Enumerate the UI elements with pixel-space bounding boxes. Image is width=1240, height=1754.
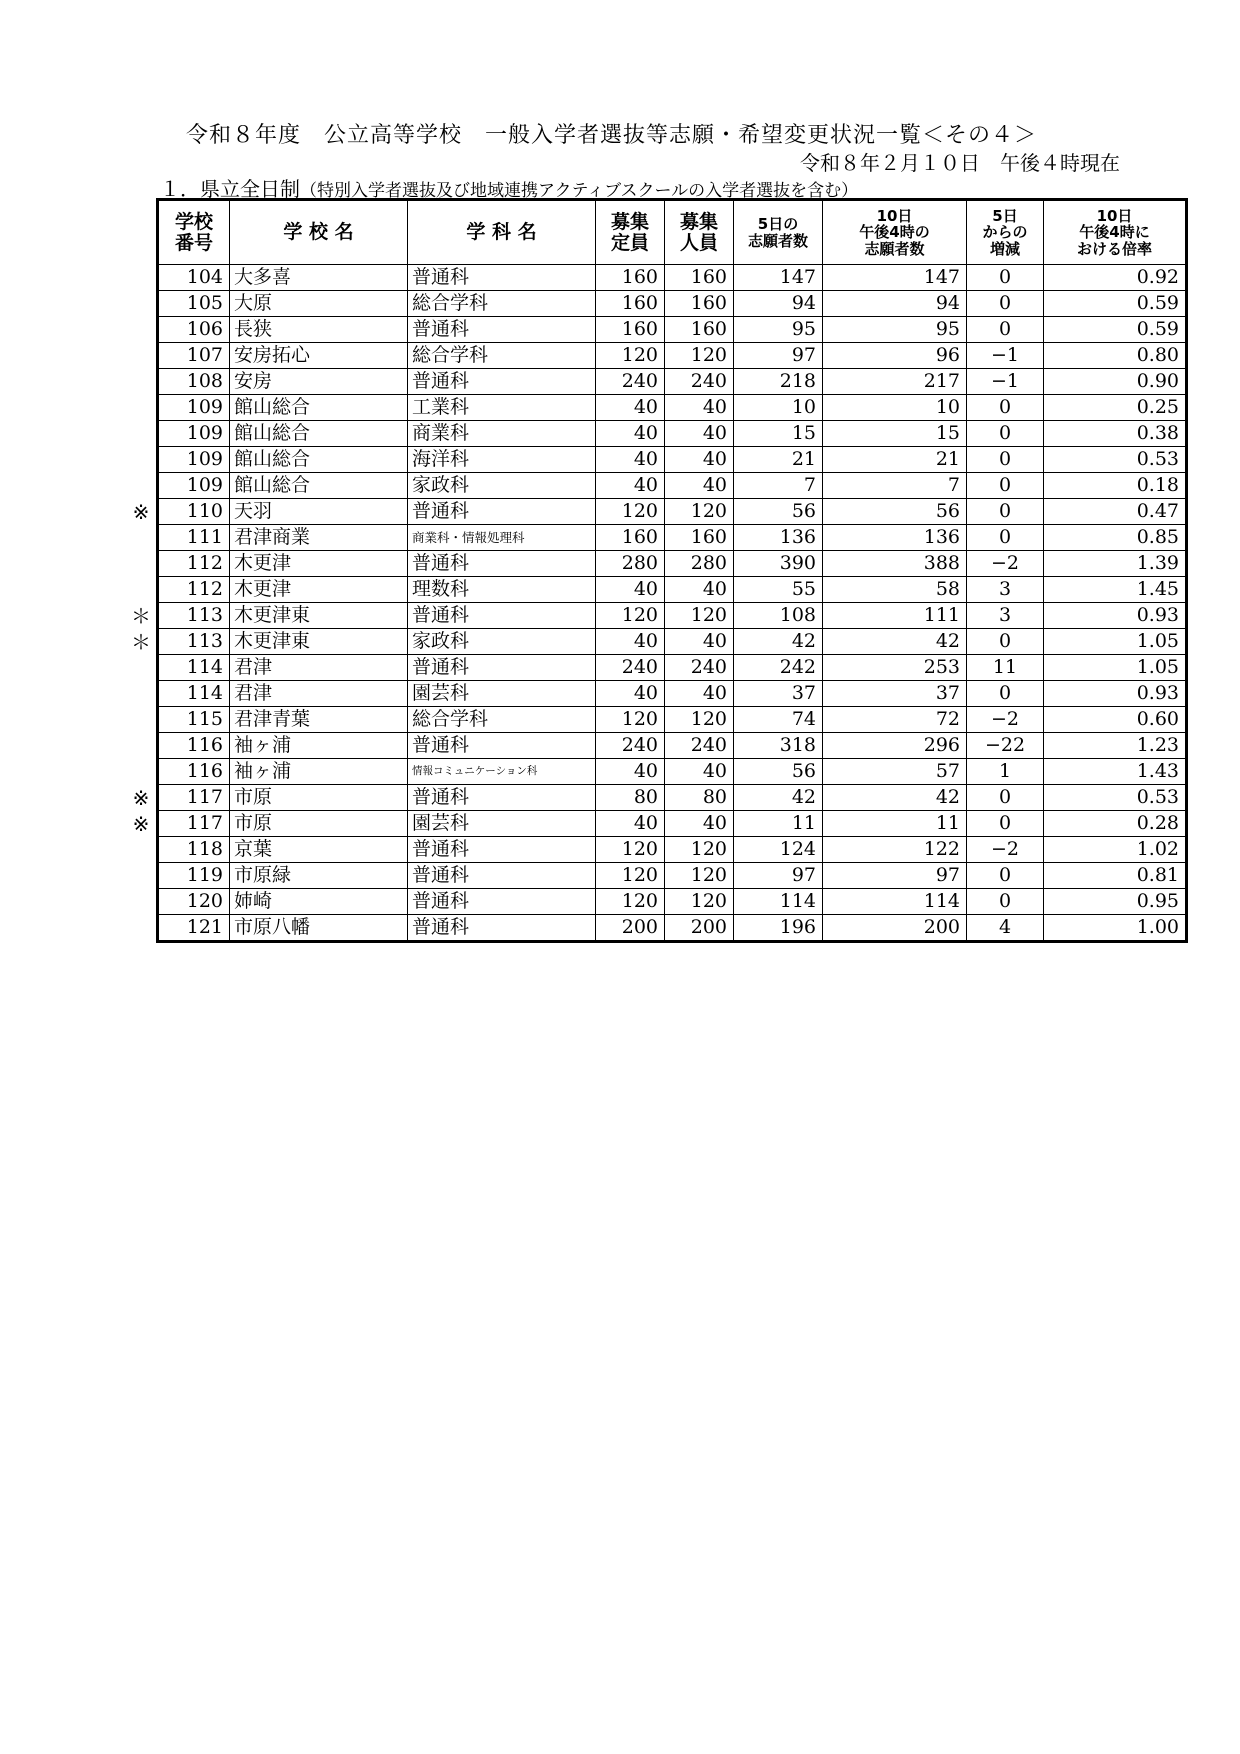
school-no-cell: 106	[158, 317, 230, 343]
school-name-cell: 館山総合	[230, 395, 408, 421]
table-row	[158, 551, 1187, 577]
change-cell: 0	[967, 317, 1044, 343]
header-capacity: 募集 定員	[596, 200, 665, 265]
day5-count-cell: 37	[734, 681, 823, 707]
school-name-cell: 館山総合	[230, 421, 408, 447]
day10-count-cell: 217	[823, 369, 967, 395]
header-school-no: 学校 番号	[158, 200, 230, 265]
change-cell: −2	[967, 837, 1044, 863]
day10-count-cell: 296	[823, 733, 967, 759]
school-no-cell: 113	[158, 629, 230, 655]
school-no-cell: 119	[158, 863, 230, 889]
day10-count-cell: 11	[823, 811, 967, 837]
recruit-cell: 280	[665, 551, 734, 577]
day10-count-cell: 10	[823, 395, 967, 421]
dept-cell: 普通科	[408, 499, 596, 525]
section-main: １．県立全日制	[160, 177, 300, 201]
table-row	[158, 681, 1187, 707]
ratio-cell: 0.38	[1044, 421, 1187, 447]
recruit-cell: 240	[665, 733, 734, 759]
change-cell: −2	[967, 707, 1044, 733]
day10-count-cell: 37	[823, 681, 967, 707]
school-name-cell: 君津	[230, 655, 408, 681]
table-row	[158, 317, 1187, 343]
day5-count-cell: 390	[734, 551, 823, 577]
change-cell: 0	[967, 291, 1044, 317]
ratio-cell: 0.25	[1044, 395, 1187, 421]
report-date: 令和８年２月１０日 午後４時現在	[800, 151, 1120, 175]
ratio-cell: 0.59	[1044, 291, 1187, 317]
table-row	[158, 863, 1187, 889]
day5-count-cell: 242	[734, 655, 823, 681]
school-no-cell: 107	[158, 343, 230, 369]
day5-count-cell: 56	[734, 759, 823, 785]
day10-count-cell: 111	[823, 603, 967, 629]
change-cell: 0	[967, 525, 1044, 551]
day5-count-cell: 136	[734, 525, 823, 551]
ratio-cell: 0.60	[1044, 707, 1187, 733]
school-no-cell: 114	[158, 655, 230, 681]
change-cell: 0	[967, 265, 1044, 291]
recruit-cell: 160	[665, 525, 734, 551]
school-no-cell: 116	[158, 733, 230, 759]
dept-cell: 商業科	[408, 421, 596, 447]
day5-count-cell: 318	[734, 733, 823, 759]
day10-count-cell: 200	[823, 915, 967, 942]
school-no-cell: 109	[158, 395, 230, 421]
recruit-cell: 160	[665, 265, 734, 291]
school-no-cell: 111	[158, 525, 230, 551]
change-cell: 0	[967, 395, 1044, 421]
school-name-cell: 大原	[230, 291, 408, 317]
recruit-cell: 120	[665, 863, 734, 889]
day5-count-cell: 95	[734, 317, 823, 343]
table-row	[158, 785, 1187, 811]
day5-count-cell: 108	[734, 603, 823, 629]
recruit-cell: 40	[665, 421, 734, 447]
dept-cell: 普通科	[408, 785, 596, 811]
day5-count-cell: 196	[734, 915, 823, 942]
ratio-cell: 1.23	[1044, 733, 1187, 759]
applicant-table	[156, 198, 1188, 943]
dept-cell: 普通科	[408, 863, 596, 889]
day10-count-cell: 122	[823, 837, 967, 863]
recruit-cell: 40	[665, 811, 734, 837]
change-cell: 0	[967, 499, 1044, 525]
capacity-cell: 280	[596, 551, 665, 577]
recruit-cell: 120	[665, 837, 734, 863]
capacity-cell: 240	[596, 655, 665, 681]
ratio-cell: 0.47	[1044, 499, 1187, 525]
table-row	[158, 577, 1187, 603]
day5-count-cell: 15	[734, 421, 823, 447]
capacity-cell: 120	[596, 707, 665, 733]
capacity-cell: 120	[596, 343, 665, 369]
day10-count-cell: 97	[823, 863, 967, 889]
change-cell: 0	[967, 863, 1044, 889]
day5-count-cell: 114	[734, 889, 823, 915]
ratio-cell: 0.81	[1044, 863, 1187, 889]
school-no-cell: 112	[158, 551, 230, 577]
day10-count-cell: 15	[823, 421, 967, 447]
ratio-cell: 0.93	[1044, 603, 1187, 629]
capacity-cell: 40	[596, 577, 665, 603]
change-cell: 0	[967, 681, 1044, 707]
school-name-cell: 安房拓心	[230, 343, 408, 369]
day10-count-cell: 136	[823, 525, 967, 551]
school-name-cell: 館山総合	[230, 447, 408, 473]
capacity-cell: 80	[596, 785, 665, 811]
school-name-cell: 天羽	[230, 499, 408, 525]
recruit-cell: 40	[665, 577, 734, 603]
school-name-cell: 市原八幡	[230, 915, 408, 942]
capacity-cell: 240	[596, 733, 665, 759]
school-no-cell: 118	[158, 837, 230, 863]
day5-count-cell: 10	[734, 395, 823, 421]
capacity-cell: 120	[596, 889, 665, 915]
ratio-cell: 0.28	[1044, 811, 1187, 837]
change-cell: 0	[967, 473, 1044, 499]
capacity-cell: 240	[596, 369, 665, 395]
school-name-cell: 君津青葉	[230, 707, 408, 733]
table-row	[158, 733, 1187, 759]
school-name-cell: 長狭	[230, 317, 408, 343]
day10-count-cell: 42	[823, 629, 967, 655]
table-row	[158, 447, 1187, 473]
table-row	[158, 395, 1187, 421]
capacity-cell: 40	[596, 421, 665, 447]
header-ratio: 10日 午後4時に おける倍率	[1044, 200, 1187, 265]
school-no-cell: 109	[158, 473, 230, 499]
change-cell: 0	[967, 889, 1044, 915]
row-mark: ※	[132, 785, 150, 810]
dept-cell: 総合学科	[408, 291, 596, 317]
change-cell: 1	[967, 759, 1044, 785]
header-school-name: 学 校 名	[230, 200, 408, 265]
day10-count-cell: 21	[823, 447, 967, 473]
dept-cell: 普通科	[408, 551, 596, 577]
header-dept: 学 科 名	[408, 200, 596, 265]
ratio-cell: 1.05	[1044, 629, 1187, 655]
school-name-cell: 姉崎	[230, 889, 408, 915]
day5-count-cell: 11	[734, 811, 823, 837]
school-no-cell: 115	[158, 707, 230, 733]
school-name-cell: 市原緑	[230, 863, 408, 889]
ratio-cell: 1.43	[1044, 759, 1187, 785]
change-cell: 0	[967, 447, 1044, 473]
table-row	[158, 525, 1187, 551]
dept-cell: 海洋科	[408, 447, 596, 473]
school-name-cell: 君津	[230, 681, 408, 707]
capacity-cell: 120	[596, 863, 665, 889]
school-name-cell: 君津商業	[230, 525, 408, 551]
day5-count-cell: 21	[734, 447, 823, 473]
day10-count-cell: 57	[823, 759, 967, 785]
school-name-cell: 安房	[230, 369, 408, 395]
day5-count-cell: 218	[734, 369, 823, 395]
school-name-cell: 木更津東	[230, 603, 408, 629]
day10-count-cell: 388	[823, 551, 967, 577]
school-no-cell: 120	[158, 889, 230, 915]
capacity-cell: 40	[596, 759, 665, 785]
recruit-cell: 120	[665, 889, 734, 915]
ratio-cell: 1.02	[1044, 837, 1187, 863]
row-mark: ＊	[131, 629, 151, 654]
capacity-cell: 160	[596, 291, 665, 317]
capacity-cell: 40	[596, 473, 665, 499]
row-mark: ※	[132, 499, 150, 524]
dept-cell: 普通科	[408, 889, 596, 915]
table-row	[158, 629, 1187, 655]
dept-cell: 普通科	[408, 915, 596, 942]
dept-cell: 理数科	[408, 577, 596, 603]
day5-count-cell: 97	[734, 863, 823, 889]
change-cell: 3	[967, 603, 1044, 629]
ratio-cell: 0.92	[1044, 265, 1187, 291]
header-change: 5日 からの 増減	[967, 200, 1044, 265]
dept-cell: 総合学科	[408, 343, 596, 369]
ratio-cell: 0.53	[1044, 785, 1187, 811]
school-name-cell: 市原	[230, 785, 408, 811]
day5-count-cell: 74	[734, 707, 823, 733]
capacity-cell: 40	[596, 629, 665, 655]
school-no-cell: 117	[158, 811, 230, 837]
table-row	[158, 603, 1187, 629]
day5-count-cell: 94	[734, 291, 823, 317]
table-row	[158, 499, 1187, 525]
day5-count-cell: 56	[734, 499, 823, 525]
recruit-cell: 40	[665, 629, 734, 655]
school-name-cell: 袖ヶ浦	[230, 733, 408, 759]
capacity-cell: 40	[596, 681, 665, 707]
recruit-cell: 120	[665, 343, 734, 369]
header-day10: 10日 午後4時の 志願者数	[823, 200, 967, 265]
recruit-cell: 40	[665, 395, 734, 421]
change-cell: −1	[967, 343, 1044, 369]
ratio-cell: 0.95	[1044, 889, 1187, 915]
school-name-cell: 木更津	[230, 551, 408, 577]
table-body	[158, 265, 1187, 942]
capacity-cell: 40	[596, 395, 665, 421]
recruit-cell: 120	[665, 603, 734, 629]
ratio-cell: 0.80	[1044, 343, 1187, 369]
table-row	[158, 655, 1187, 681]
capacity-cell: 160	[596, 265, 665, 291]
ratio-cell: 0.93	[1044, 681, 1187, 707]
ratio-cell: 1.00	[1044, 915, 1187, 942]
section-sub: （特別入学者選抜及び地域連携アクティブスクールの入学者選抜を含む）	[300, 181, 859, 201]
school-no-cell: 113	[158, 603, 230, 629]
ratio-cell: 0.53	[1044, 447, 1187, 473]
change-cell: −22	[967, 733, 1044, 759]
table-row	[158, 343, 1187, 369]
table-row	[158, 889, 1187, 915]
school-no-cell: 110	[158, 499, 230, 525]
school-name-cell: 京葉	[230, 837, 408, 863]
school-no-cell: 112	[158, 577, 230, 603]
dept-cell: 工業科	[408, 395, 596, 421]
day10-count-cell: 42	[823, 785, 967, 811]
school-name-cell: 木更津東	[230, 629, 408, 655]
day10-count-cell: 96	[823, 343, 967, 369]
day10-count-cell: 94	[823, 291, 967, 317]
dept-cell: 家政科	[408, 473, 596, 499]
capacity-cell: 40	[596, 811, 665, 837]
capacity-cell: 40	[596, 447, 665, 473]
capacity-cell: 120	[596, 603, 665, 629]
school-no-cell: 121	[158, 915, 230, 942]
school-no-cell: 104	[158, 265, 230, 291]
day5-count-cell: 55	[734, 577, 823, 603]
change-cell: −2	[967, 551, 1044, 577]
table-row	[158, 707, 1187, 733]
ratio-cell: 1.39	[1044, 551, 1187, 577]
school-name-cell: 袖ヶ浦	[230, 759, 408, 785]
capacity-cell: 200	[596, 915, 665, 942]
table-row	[158, 473, 1187, 499]
day5-count-cell: 97	[734, 343, 823, 369]
school-name-cell: 市原	[230, 811, 408, 837]
change-cell: 4	[967, 915, 1044, 942]
ratio-cell: 0.18	[1044, 473, 1187, 499]
table-row	[158, 759, 1187, 785]
dept-cell: 家政科	[408, 629, 596, 655]
school-name-cell: 木更津	[230, 577, 408, 603]
ratio-cell: 0.90	[1044, 369, 1187, 395]
school-no-cell: 109	[158, 421, 230, 447]
dept-cell: 普通科	[408, 733, 596, 759]
recruit-cell: 160	[665, 291, 734, 317]
day10-count-cell: 114	[823, 889, 967, 915]
change-cell: 11	[967, 655, 1044, 681]
dept-cell: 普通科	[408, 369, 596, 395]
recruit-cell: 40	[665, 681, 734, 707]
day10-count-cell: 58	[823, 577, 967, 603]
dept-cell: 商業科・情報処理科	[408, 525, 596, 551]
dept-cell: 普通科	[408, 265, 596, 291]
table-row	[158, 421, 1187, 447]
recruit-cell: 200	[665, 915, 734, 942]
day5-count-cell: 147	[734, 265, 823, 291]
school-name-cell: 館山総合	[230, 473, 408, 499]
change-cell: 0	[967, 421, 1044, 447]
dept-cell: 情報コミュニケーション科	[408, 759, 596, 785]
day5-count-cell: 42	[734, 785, 823, 811]
table-row	[158, 265, 1187, 291]
row-mark: ※	[132, 811, 150, 836]
school-no-cell: 114	[158, 681, 230, 707]
school-no-cell: 108	[158, 369, 230, 395]
table-row	[158, 369, 1187, 395]
change-cell: 0	[967, 811, 1044, 837]
dept-cell: 普通科	[408, 603, 596, 629]
dept-cell: 普通科	[408, 837, 596, 863]
school-no-cell: 105	[158, 291, 230, 317]
school-no-cell: 116	[158, 759, 230, 785]
recruit-cell: 40	[665, 759, 734, 785]
capacity-cell: 160	[596, 525, 665, 551]
table-row	[158, 915, 1187, 942]
recruit-cell: 80	[665, 785, 734, 811]
day10-count-cell: 7	[823, 473, 967, 499]
change-cell: 0	[967, 785, 1044, 811]
day5-count-cell: 42	[734, 629, 823, 655]
header-row	[158, 200, 1187, 265]
day10-count-cell: 95	[823, 317, 967, 343]
recruit-cell: 160	[665, 317, 734, 343]
dept-cell: 普通科	[408, 655, 596, 681]
dept-cell: 総合学科	[408, 707, 596, 733]
change-cell: −1	[967, 369, 1044, 395]
school-no-cell: 109	[158, 447, 230, 473]
recruit-cell: 120	[665, 707, 734, 733]
table-row	[158, 291, 1187, 317]
capacity-cell: 120	[596, 499, 665, 525]
header-recruit: 募集 人員	[665, 200, 734, 265]
recruit-cell: 240	[665, 369, 734, 395]
day5-count-cell: 124	[734, 837, 823, 863]
day10-count-cell: 147	[823, 265, 967, 291]
row-mark: ＊	[131, 603, 151, 628]
table-row	[158, 837, 1187, 863]
ratio-cell: 1.45	[1044, 577, 1187, 603]
ratio-cell: 0.85	[1044, 525, 1187, 551]
day10-count-cell: 56	[823, 499, 967, 525]
header-day5: 5日の 志願者数	[734, 200, 823, 265]
change-cell: 3	[967, 577, 1044, 603]
day10-count-cell: 253	[823, 655, 967, 681]
school-no-cell: 117	[158, 785, 230, 811]
table-row	[158, 811, 1187, 837]
ratio-cell: 0.59	[1044, 317, 1187, 343]
day5-count-cell: 7	[734, 473, 823, 499]
page-title: 令和８年度 公立高等学校 一般入学者選抜等志願・希望変更状況一覧＜その４＞	[186, 123, 1038, 148]
recruit-cell: 40	[665, 447, 734, 473]
school-name-cell: 大多喜	[230, 265, 408, 291]
day10-count-cell: 72	[823, 707, 967, 733]
capacity-cell: 160	[596, 317, 665, 343]
change-cell: 0	[967, 629, 1044, 655]
ratio-cell: 1.05	[1044, 655, 1187, 681]
dept-cell: 園芸科	[408, 681, 596, 707]
recruit-cell: 240	[665, 655, 734, 681]
recruit-cell: 40	[665, 473, 734, 499]
recruit-cell: 120	[665, 499, 734, 525]
dept-cell: 園芸科	[408, 811, 596, 837]
capacity-cell: 120	[596, 837, 665, 863]
dept-cell: 普通科	[408, 317, 596, 343]
